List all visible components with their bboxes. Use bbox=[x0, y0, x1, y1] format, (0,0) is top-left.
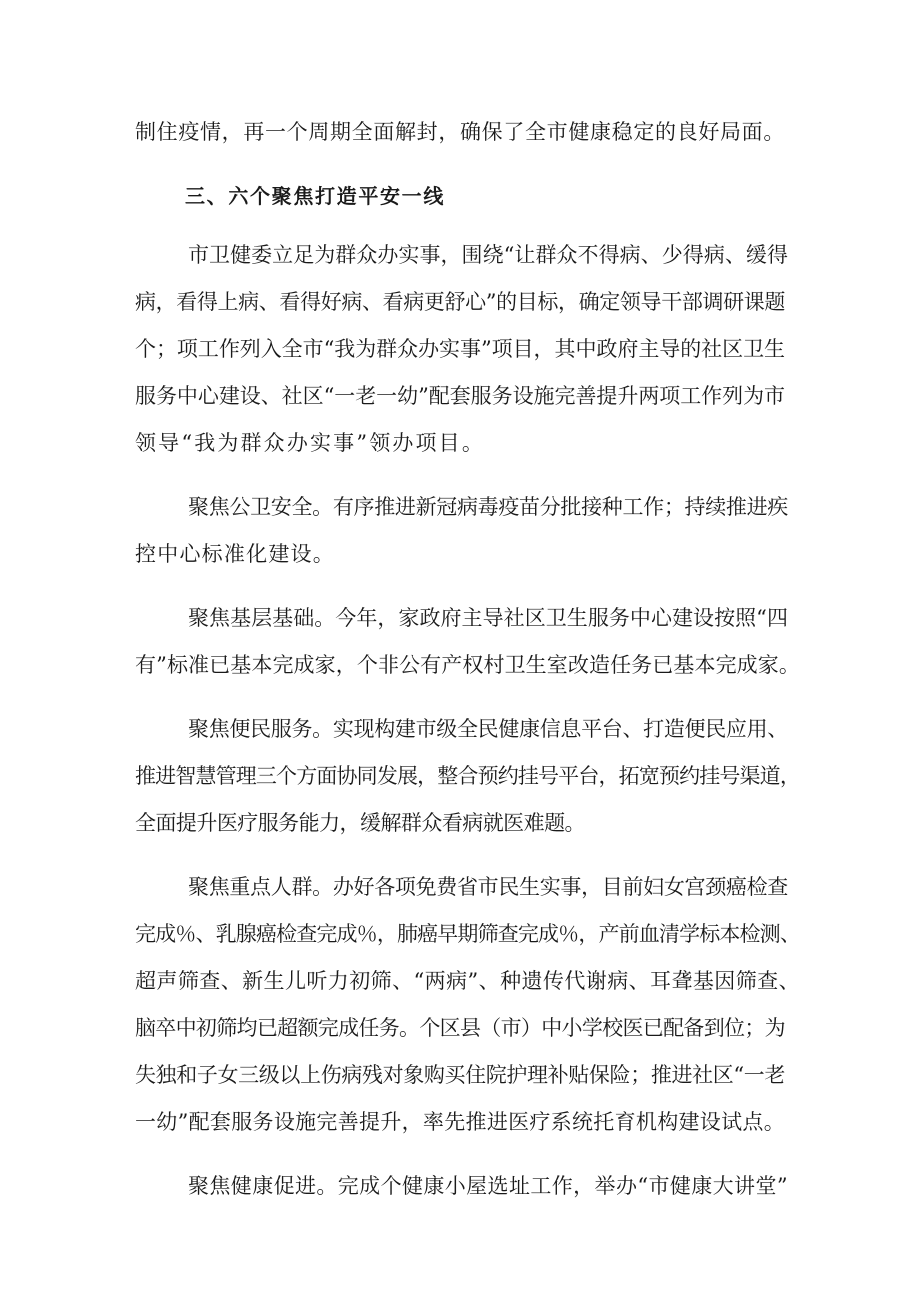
paragraph-line: 聚焦便民服务。实现构建市级全民健康信息平台、打造便民应用、 bbox=[188, 717, 788, 741]
paragraph-line: 聚焦公卫安全。有序推进新冠病毒疫苗分批接种工作；持续推进疾 bbox=[188, 495, 788, 519]
paragraph-line: 推进智慧管理三个方面协同发展，整合预约挂号平台，拓宽预约挂号渠道， bbox=[135, 764, 800, 788]
paragraph-line: 领导“我为群众办实事”领办项目。 bbox=[135, 431, 485, 455]
paragraph-line: 聚焦健康促进。完成个健康小屋选址工作，举办“市健康大讲堂” bbox=[188, 1174, 788, 1198]
paragraph-line: 全面提升医疗服务能力，缓解群众看病就医难题。 bbox=[135, 811, 585, 835]
paragraph-line: 一幼”配套服务设施完善提升，率先推进医疗系统托育机构建设试点。 bbox=[135, 1110, 785, 1134]
paragraph-line: 失独和子女三级以上伤病残对象购买住院护理补贴保险；推进社区“一老 bbox=[135, 1063, 785, 1087]
paragraph-line: 服务中心建设、社区“一老一幼”配套服务设施完善提升两项工作列为市 bbox=[135, 384, 785, 408]
paragraph-line: 超声筛查、新生儿听力初筛、“两病”、种遗传代谢病、耳聋基因筛查、 bbox=[135, 969, 800, 993]
paragraph-line: 有”标准已基本完成家，个非公有产权村卫生室改造任务已基本完成家。 bbox=[135, 653, 800, 677]
paragraph-line: 控中心标准化建设。 bbox=[135, 542, 335, 566]
paragraph-line: 个；项工作列入全市“我为群众办实事”项目，其中政府主导的社区卫生 bbox=[135, 337, 785, 361]
paragraph-line: 市卫健委立足为群众办实事，围绕“让群众不得病、少得病、缓得 bbox=[188, 243, 788, 267]
paragraph-line: 病，看得上病、看得好病、看病更舒心”的目标，确定领导干部调研课题 bbox=[135, 290, 785, 314]
paragraph-line: 聚焦基层基础。今年，家政府主导社区卫生服务中心建设按照“四 bbox=[188, 606, 788, 630]
paragraph-line: 脑卒中初筛均已超额完成任务。个区县（市）中小学校医已配备到位；为 bbox=[135, 1016, 785, 1040]
paragraph-line: 聚焦重点人群。办好各项免费省市民生实事，目前妇女宫颈癌检查 bbox=[188, 875, 788, 899]
paragraph-line: 完成％、乳腺癌检查完成％，肺癌早期筛查完成％，产前血清学标本检测、 bbox=[135, 922, 800, 946]
section-heading: 三、六个聚焦打造平安一线 bbox=[185, 184, 445, 208]
carryover-line: 制住疫情，再一个周期全面解封，确保了全市健康稳定的良好局面。 bbox=[135, 120, 785, 144]
